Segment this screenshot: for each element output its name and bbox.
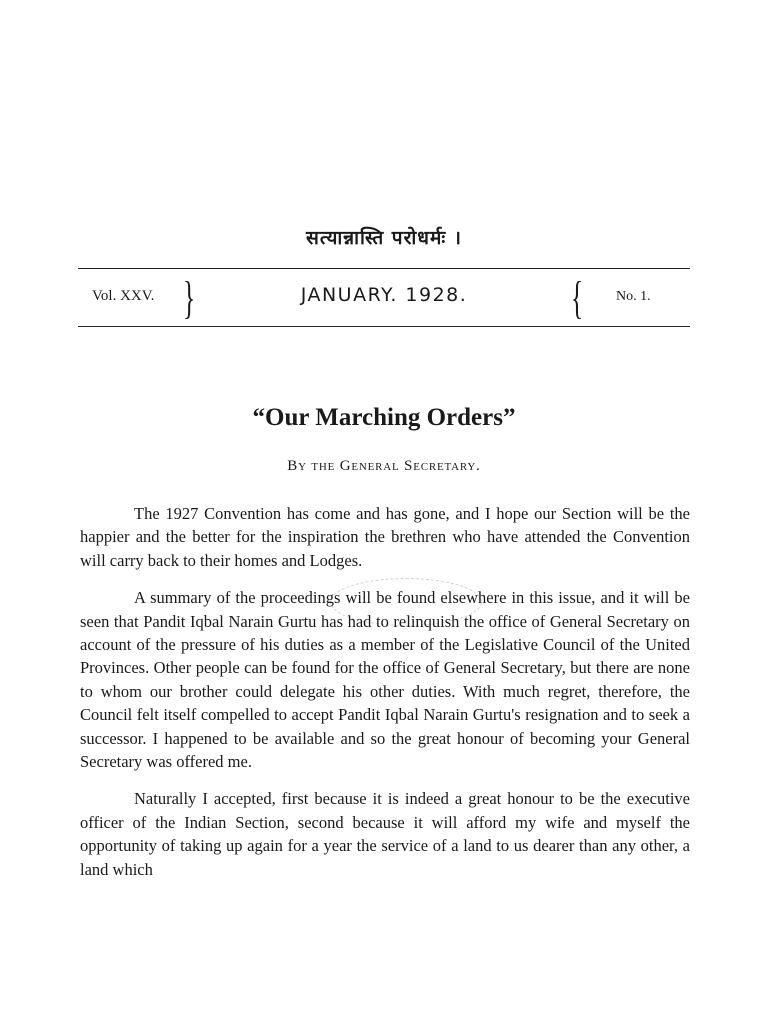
article-title: “Our Marching Orders” xyxy=(252,404,516,431)
masthead-bottom-rule xyxy=(78,326,690,327)
masthead xyxy=(78,272,690,324)
paragraph: Naturally I accepted, first because it is indeed a great honour to be the executive officer of the Indian Section, second because it will afford my wife and myself the opportunity of taking up again for a year the service of a land to us dearer than any other, a land which xyxy=(80,789,690,879)
sanskrit-motto: सत्यान्नास्ति परोधर्मः । xyxy=(306,227,462,249)
issue-number: No. 1. xyxy=(616,289,651,304)
right-brace-icon: } xyxy=(182,272,196,323)
left-brace-icon: { xyxy=(570,272,584,323)
volume-label: Vol. XXV. xyxy=(92,288,155,304)
issue-date: JANUARY. 1928. xyxy=(300,284,468,306)
masthead-top-rule xyxy=(78,268,690,269)
paragraph: The 1927 Convention has come and has gone, and I hope our Section will be the happier and the better for the inspiration the brethren who have attended the Convention will carry back to their homes and Lodges. xyxy=(80,504,690,570)
article-body xyxy=(80,502,690,895)
paragraph: A summary of the proceedings will be found elsewhere in this issue, and it will be seen that Pandit Iqbal Narain Gurtu has had to relinquish the office of General Secretary on account of the pressure of his duties as a member of the Legislative Council of the United Provinces. Other people can be found for the office of General Secretary, but there are none to whom our brother could delegate his other duties. With much regret, therefore, the Council felt itself compelled to accept Pandit Iqbal Narain Gurtu's resignation and to seek a successor. I happened to be available and so the great honour of becoming your General Secretary was offered me. xyxy=(80,588,690,772)
article-byline: By the General Secretary. xyxy=(287,458,481,474)
